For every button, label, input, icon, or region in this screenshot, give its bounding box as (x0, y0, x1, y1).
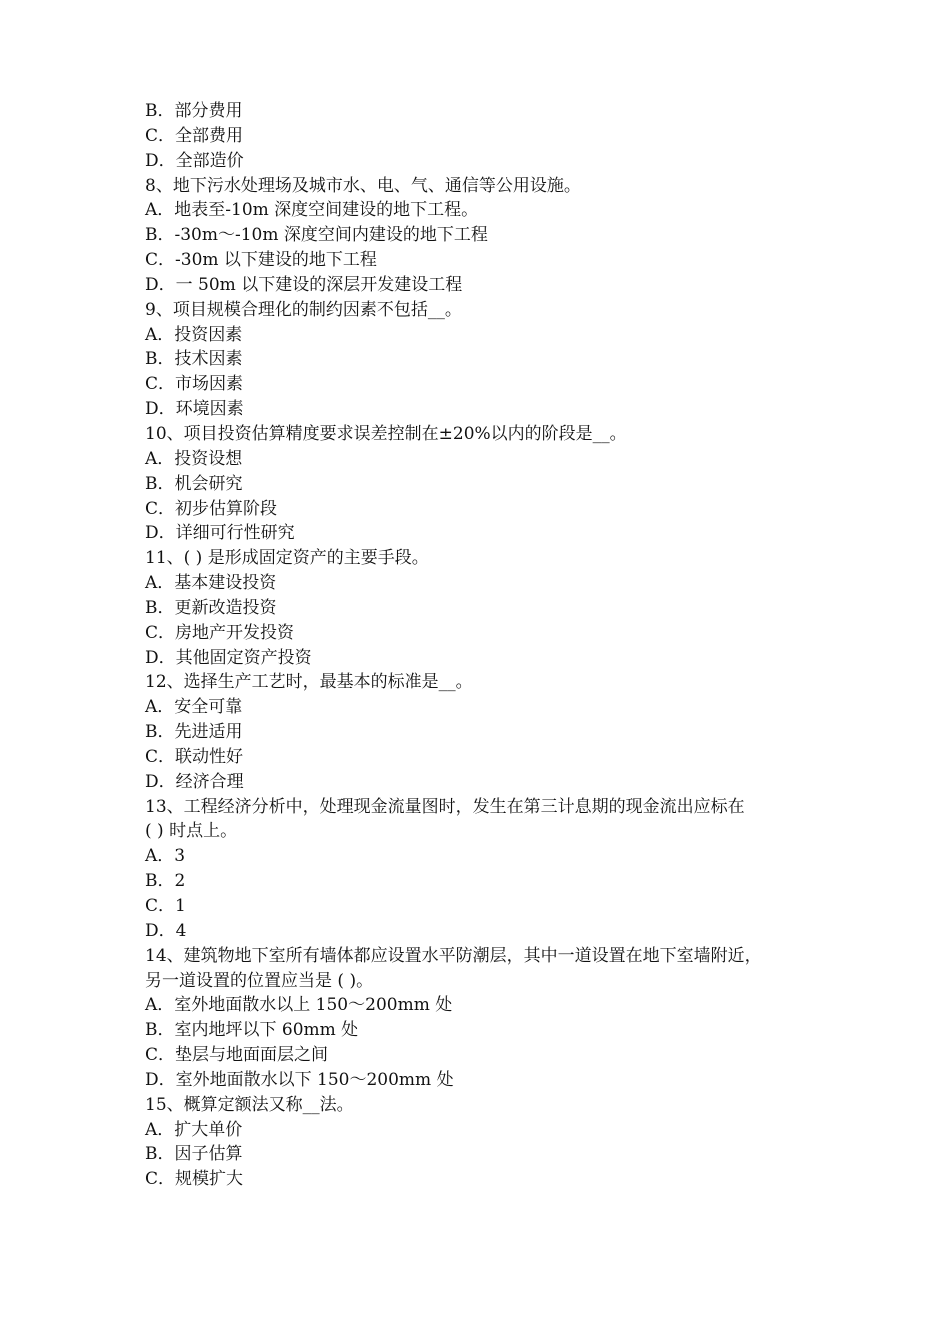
text-line: A．安全可靠 (145, 697, 243, 718)
text-line: C．规模扩大 (145, 1169, 244, 1190)
question-stem: 15、概算定额法又称__法。 (145, 1094, 354, 1115)
text-line: C．市场因素 (145, 374, 244, 395)
text-line: B．部分费用 (145, 101, 243, 121)
text-line: C．全部费用 (145, 125, 244, 146)
text-line: D．全部造价 (145, 150, 244, 171)
question-stem-continued: 另一道设置的位置应当是 ( )。 (145, 970, 374, 991)
text-line: B．机会研究 (145, 473, 243, 494)
text-line: C．联动性好 (145, 746, 244, 767)
question-stem: 14、建筑物地下室所有墙体都应设置水平防潮层，其中一道设置在地下室墙附近， (145, 945, 762, 966)
text-line: B．技术因素 (145, 349, 243, 370)
text-line: A．室外地面散水以上 150～200mm 处 (145, 995, 453, 1016)
text-line: A．扩大单价 (145, 1119, 243, 1140)
text-line: B．因子估算 (145, 1144, 243, 1165)
text-line: C．垫层与地面面层之间 (145, 1045, 329, 1066)
question-text-block (145, 99, 825, 1192)
text-line: C．房地产开发投资 (145, 622, 295, 643)
question-stem: 10、项目投资估算精度要求误差控制在±20%以内的阶段是__。 (145, 423, 627, 444)
question-stem: 13、工程经济分析中，处理现金流量图时，发生在第三计息期的现金流出应标在 (145, 796, 745, 817)
text-line: B．-30m～-10m 深度空间内建设的地下工程 (145, 225, 488, 246)
text-line: B．更新改造投资 (145, 597, 277, 618)
question-stem: 8、地下污水处理场及城市水、电、气、通信等公用设施。 (145, 175, 581, 196)
question-stem-continued: ( ) 时点上。 (145, 821, 238, 842)
text-line: B．先进适用 (145, 722, 243, 743)
text-line: A．3 (145, 846, 186, 867)
text-line: D．其他固定资产投资 (145, 647, 312, 668)
text-line: D．一 50m 以下建设的深层开发建设工程 (145, 274, 463, 295)
question-stem: 11、( ) 是形成固定资产的主要手段。 (145, 548, 429, 569)
question-stem: 9、项目规模合理化的制约因素不包括__。 (145, 299, 462, 320)
text-line: A．地表至-10m 深度空间建设的地下工程。 (145, 200, 479, 221)
text-line: D．经济合理 (145, 771, 244, 792)
text-line: C．1 (145, 896, 186, 916)
text-line: D．室外地面散水以下 150～200mm 处 (145, 1069, 454, 1090)
text-line: A．基本建设投资 (145, 573, 277, 594)
question-stem: 12、选择生产工艺时，最基本的标准是__。 (145, 672, 473, 693)
text-line: D．环境因素 (145, 399, 244, 420)
text-line: B．2 (145, 871, 186, 892)
text-line: C．-30m 以下建设的地下工程 (145, 250, 377, 271)
text-line: A．投资因素 (145, 324, 243, 345)
text-line: D．详细可行性研究 (145, 523, 295, 544)
text-line: D．4 (145, 920, 187, 941)
text-line: A．投资设想 (145, 448, 243, 469)
text-line: B．室内地坪以下 60mm 处 (145, 1020, 359, 1041)
text-line: C．初步估算阶段 (145, 498, 278, 519)
